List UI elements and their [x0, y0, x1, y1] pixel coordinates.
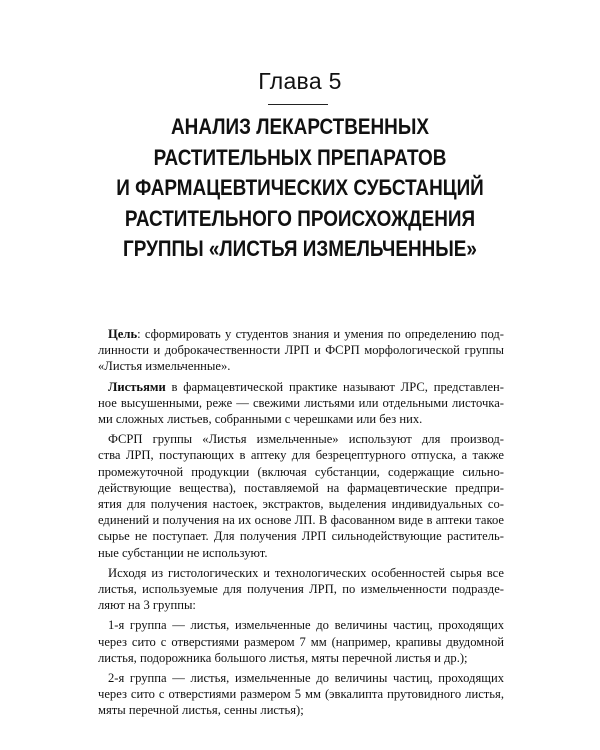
- chapter-title-line: РАСТИТЕЛЬНОГО ПРОИСХОЖДЕНИЯ: [124, 205, 476, 231]
- chapter-underline: [268, 104, 328, 105]
- text-line: линности и доброкачественности ЛРП и ФСРП морфологической группы: [98, 343, 504, 358]
- text-line: сырье не поступает. Для получения ЛРП сильнодействующие раститель-: [98, 529, 504, 544]
- text-line: Исходя из гистологических и технологических особенностей сырья все: [108, 565, 504, 580]
- text-line: 2-я группа — листья, измельченные до величины частиц, проходящих: [108, 671, 504, 686]
- goal-term: Цель: [108, 327, 138, 341]
- text-line: листья, подорожника большого листья, мяты перечной листья и др.);: [98, 650, 468, 665]
- paragraph-goal: [98, 326, 504, 375]
- chapter-title-line: РАСТИТЕЛЬНЫХ ПРЕПАРАТОВ: [153, 144, 447, 170]
- text-line: ляют на 3 группы:: [98, 598, 196, 613]
- text-line: ное высушенными, реже — свежими листьями или отдельными листочка-: [98, 395, 504, 410]
- text-line: Цель: сформировать у студентов знания и умения по определению под-: [108, 327, 504, 341]
- text-line: Листьями в фармацевтической практике называют ЛРС, представлен-: [108, 379, 504, 394]
- text-line: единений и получения на их основе ЛП. В фасованном виде в аптеки такое: [98, 513, 504, 528]
- text-line: «Листья измельченные».: [98, 359, 231, 374]
- text-line: ства ЛРП, поступающих в аптеку для безрецептурного отпуска, а также: [98, 448, 504, 463]
- text-line: промежуточной продукции (включая субстанции, содержащие сильно-: [98, 464, 504, 479]
- text-line: действующие вещества), поставляемой на фармацевтические предпри-: [98, 480, 504, 495]
- leaves-term: Листьями: [108, 379, 166, 394]
- chapter-title: [76, 112, 523, 265]
- text-line: ФСРП группы «Листья измельченные» используют для производ-: [108, 432, 504, 447]
- chapter-title-line: ГРУППЫ «ЛИСТЬЯ ИЗМЕЛЬЧЕННЫЕ»: [123, 236, 477, 261]
- chapter-title-line: АНАЛИЗ ЛЕКАРСТВЕННЫХ: [171, 114, 429, 139]
- text-line: ятия для получения настоек, экстрактов, выделения индивидуальных со-: [98, 497, 504, 512]
- text-line: ми сложных листьев, собранными с черешками или без них.: [98, 412, 423, 427]
- paragraph-group-2: [98, 670, 504, 719]
- text-line: 1-я группа — листья, измельченные до величины частиц, проходящих: [108, 618, 504, 633]
- text-line: ные субстанции не используют.: [98, 545, 268, 560]
- paragraph-groups-intro: [98, 565, 504, 614]
- paragraph-fsrp: [98, 431, 504, 561]
- text-line: через сито с отверстиями размером 5 мм (эвкалипта прутовидного листья,: [98, 687, 504, 702]
- paragraph-group-1: [98, 617, 504, 666]
- text-line: листья, используемые для получения ЛРП, по измельченности подразде-: [98, 582, 504, 597]
- paragraph-leaves-definition: [98, 379, 504, 428]
- text-line: мяты перечной листья, сенны листья);: [98, 703, 304, 718]
- text-line: через сито с отверстиями размером 7 мм (например, крапивы двудомной: [98, 634, 504, 649]
- chapter-label: Глава 5: [258, 68, 342, 94]
- chapter-title-line: И ФАРМАЦЕВТИЧЕСКИХ СУБСТАНЦИЙ: [116, 175, 484, 200]
- body-text: [98, 326, 504, 723]
